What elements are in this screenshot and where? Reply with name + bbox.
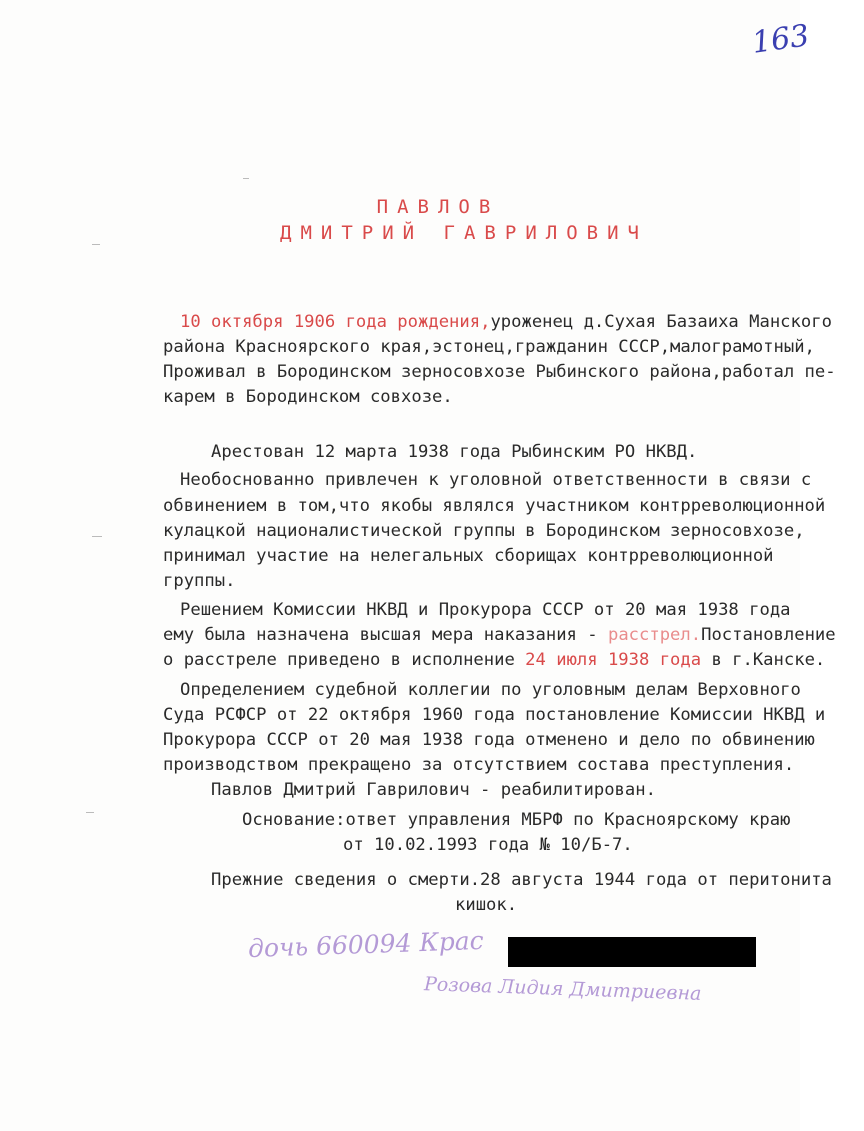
heading-given-names: ДМИТРИЙ ГАВРИЛОВИЧ	[280, 222, 648, 244]
handwritten-note-line-1: дочь 660094 Крас	[247, 925, 485, 964]
previous-info-line-2: кишок.	[455, 895, 518, 915]
handwritten-note-line-2: Розова Лидия Дмитриевна	[423, 973, 702, 1005]
redaction-bar	[508, 937, 756, 967]
sentence-text: ему была назначена высшая мера наказания -	[163, 625, 608, 645]
paragraph-birth-line-1	[180, 312, 832, 332]
birthplace-text: уроженец д.Сухая Базаиха Манского	[490, 312, 832, 332]
basis-line-2: от 10.02.1993 года № 10/Б-7.	[343, 835, 633, 855]
paragraph-charge-line-3: кулацкой националистической группы в Бородинском зерносовхозе,	[163, 521, 805, 541]
scan-mark	[86, 812, 94, 813]
scan-mark	[92, 244, 100, 245]
page-number: 163	[749, 18, 812, 61]
scan-mark	[92, 536, 102, 537]
execution-word-red: расстрел.	[607, 625, 702, 645]
paragraph-arrest: Арестован 12 марта 1938 года Рыбинским РО НКВД.	[211, 442, 698, 462]
paragraph-rehab-line-1: Определением судебной коллегии по уголовным делам Верховного	[180, 680, 801, 700]
resolution-text: Постановление	[701, 625, 836, 645]
paragraph-rehab-line-3: Прокурора СССР от 20 мая 1938 года отменено и дело по обвинению	[163, 730, 815, 750]
heading-surname: ПАВЛОВ	[376, 196, 500, 218]
paragraph-sentence-line-2	[163, 625, 836, 645]
paragraph-rehab-line-4: производством прекращено за отсутствием состава преступления.	[163, 755, 795, 775]
previous-info-line-1: Прежние сведения о смерти.28 августа 1944 года от перитонита	[211, 870, 832, 890]
basis-line-1: Основание:ответ управления МБРФ по Красноярскому краю	[242, 810, 791, 830]
paragraph-birth-line-4: карем в Бородинском совхозе.	[163, 387, 453, 407]
execution-date-red: 24 июля 1938 года	[525, 650, 702, 670]
paragraph-charge-line-4: принимал участие на нелегальных сборищах контрреволюционной	[163, 546, 774, 566]
birth-date-red: 10 октября 1906 года рождения,	[180, 312, 491, 332]
scan-mark	[243, 178, 249, 179]
paragraph-sentence-line-3	[163, 650, 825, 670]
paragraph-birth-line-2: района Красноярского края,эстонец,гражданин СССР,малограмотный,	[163, 337, 815, 357]
paragraph-sentence-line-1: Решением Комиссии НКВД и Прокурора СССР от 20 мая 1938 года	[180, 600, 791, 620]
paragraph-charge-line-2: обвинением в том,что якобы являлся участником контрреволюционной	[163, 496, 826, 516]
paragraph-charge-line-5: группы.	[163, 571, 236, 591]
execution-place: в г.Канске.	[701, 650, 826, 670]
paragraph-birth-line-3: Проживал в Бородинском зерносовхозе Рыбинского района,работал пе-	[163, 362, 836, 382]
paragraph-charge-line-1: Необоснованно привлечен к уголовной ответственности в связи с	[180, 470, 812, 490]
paragraph-rehab-line-2: Суда РСФСР от 22 октября 1960 года постановление Комиссии НКВД и	[163, 705, 826, 725]
execution-text: о расстреле приведено в исполнение	[163, 650, 526, 670]
paragraph-rehab-line-5: Павлов Дмитрий Гаврилович - реабилитирован.	[211, 780, 656, 800]
